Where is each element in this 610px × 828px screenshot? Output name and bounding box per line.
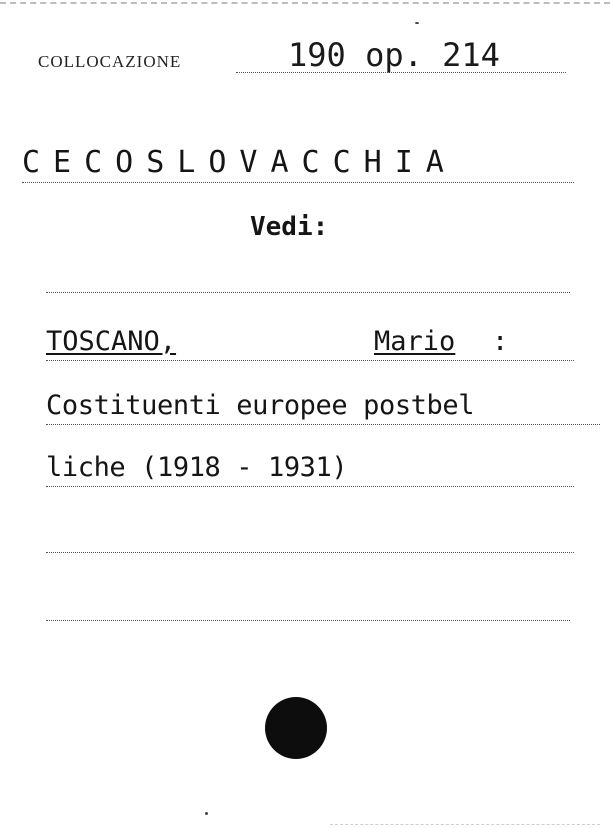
author-dotted-line [46, 360, 574, 361]
punch-hole [265, 697, 327, 759]
see-reference-label: Vedi: [250, 212, 329, 242]
blank-dotted-line-2 [46, 552, 574, 553]
speck-mark [205, 812, 208, 815]
title-line-1: Costituenti europee postbel [46, 390, 475, 421]
blank-dotted-line-1 [46, 292, 570, 293]
card-bottom-edge [330, 824, 600, 825]
author-surname: TOSCANO, [46, 326, 177, 357]
author-separator: : [492, 326, 509, 357]
speck-mark [415, 22, 419, 24]
collocazione-label: COLLOCAZIONE [38, 52, 182, 71]
title-line-2: liche (1918 - 1931) [46, 452, 348, 483]
title-dotted-line-2 [46, 486, 574, 487]
blank-dotted-line-3 [46, 620, 570, 621]
card-top-edge [0, 2, 610, 4]
collocazione-value: 190 op. 214 [288, 36, 500, 74]
author-name: Mario [374, 326, 456, 357]
title-dotted-line-1 [46, 424, 600, 425]
subject-dotted-line [22, 182, 574, 183]
subject-heading: CECOSLOVACCHIA [22, 145, 457, 180]
